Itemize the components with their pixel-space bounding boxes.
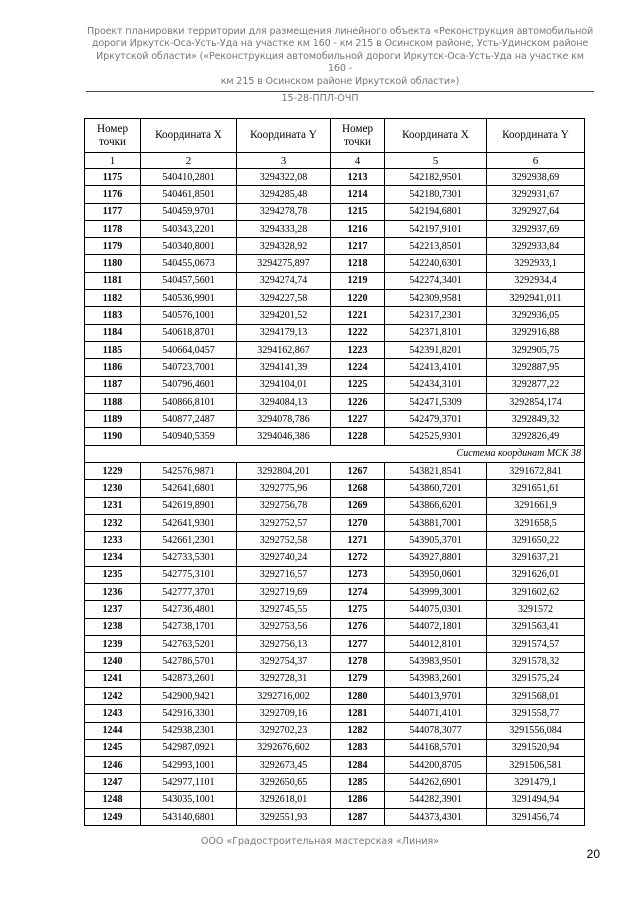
cell-coordinate-y: 3291661,9 bbox=[487, 497, 585, 514]
table-row bbox=[85, 463, 585, 480]
cell-coordinate-x: 542641,6801 bbox=[141, 480, 237, 497]
cell-coordinate-y: 3292938,69 bbox=[487, 169, 585, 186]
cell-coordinate-y: 3294275,897 bbox=[237, 255, 331, 272]
cell-coordinate-x: 542576,9871 bbox=[141, 463, 237, 480]
cell-coordinate-x: 542182,9501 bbox=[385, 169, 487, 186]
column-number: 2 bbox=[141, 153, 237, 169]
cell-coordinate-x: 542733,5301 bbox=[141, 549, 237, 566]
cell-coordinate-y: 3291650,22 bbox=[487, 532, 585, 549]
coordinate-system-label: Система координат МСК 38 bbox=[85, 445, 585, 462]
cell-coordinate-y: 3294179,13 bbox=[237, 324, 331, 341]
cell-point-number: 1284 bbox=[331, 757, 385, 774]
header-divider bbox=[86, 91, 594, 92]
cell-coordinate-x: 544071,4101 bbox=[385, 705, 487, 722]
cell-point-number: 1187 bbox=[85, 376, 141, 393]
cell-point-number: 1227 bbox=[331, 411, 385, 428]
cell-coordinate-y: 3294141,39 bbox=[237, 359, 331, 376]
cell-point-number: 1189 bbox=[85, 411, 141, 428]
cell-coordinate-y: 3292709,16 bbox=[237, 705, 331, 722]
column-number: 6 bbox=[487, 153, 585, 169]
cell-point-number: 1275 bbox=[331, 601, 385, 618]
cell-coordinate-x: 542317,2301 bbox=[385, 307, 487, 324]
cell-coordinate-x: 540576,1001 bbox=[141, 307, 237, 324]
cell-point-number: 1278 bbox=[331, 653, 385, 670]
cell-coordinate-x: 542641,9301 bbox=[141, 514, 237, 531]
footer-company: ООО «Градостроительная мастерская «Линия» bbox=[200, 836, 440, 847]
cell-coordinate-x: 542309,9581 bbox=[385, 290, 487, 307]
cell-coordinate-y: 3291479,1 bbox=[487, 774, 585, 791]
header-line: дороги Иркутск-Оса-Усть-Уда на участке км 160 - км 215 в Осинском районе, Усть-Удинском районе bbox=[91, 38, 589, 50]
cell-coordinate-x: 544013,9701 bbox=[385, 687, 487, 704]
cell-point-number: 1279 bbox=[331, 670, 385, 687]
cell-coordinate-y: 3292650,65 bbox=[237, 774, 331, 791]
cell-coordinate-x: 542763,5201 bbox=[141, 636, 237, 653]
cell-coordinate-y: 3292745,55 bbox=[237, 601, 331, 618]
cell-coordinate-x: 542197,9101 bbox=[385, 220, 487, 237]
cell-coordinate-x: 542777,3701 bbox=[141, 584, 237, 601]
cell-coordinate-x: 544075,0301 bbox=[385, 601, 487, 618]
cell-coordinate-y: 3291578,32 bbox=[487, 653, 585, 670]
cell-coordinate-y: 3292716,002 bbox=[237, 687, 331, 704]
cell-point-number: 1268 bbox=[331, 480, 385, 497]
cell-coordinate-y: 3292804,201 bbox=[237, 463, 331, 480]
table-row bbox=[85, 687, 585, 704]
cell-coordinate-y: 3292936,05 bbox=[487, 307, 585, 324]
cell-point-number: 1240 bbox=[85, 653, 141, 670]
cell-point-number: 1249 bbox=[85, 808, 141, 825]
table-row bbox=[85, 514, 585, 531]
header-line: км 215 в Осинском районе Иркутской области») bbox=[220, 75, 460, 87]
header-coordinate-x: Координата X bbox=[141, 119, 237, 153]
cell-coordinate-y: 3294274,74 bbox=[237, 272, 331, 289]
cell-coordinate-x: 542619,8901 bbox=[141, 497, 237, 514]
cell-point-number: 1213 bbox=[331, 169, 385, 186]
cell-point-number: 1239 bbox=[85, 636, 141, 653]
cell-coordinate-x: 540459,9701 bbox=[141, 203, 237, 220]
cell-coordinate-x: 544200,8705 bbox=[385, 757, 487, 774]
cell-point-number: 1222 bbox=[331, 324, 385, 341]
table-row bbox=[85, 480, 585, 497]
cell-point-number: 1182 bbox=[85, 290, 141, 307]
cell-coordinate-x: 543035,1001 bbox=[141, 791, 237, 808]
cell-coordinate-y: 3294104,01 bbox=[237, 376, 331, 393]
table-row bbox=[85, 255, 585, 272]
cell-coordinate-x: 540457,5601 bbox=[141, 272, 237, 289]
table-row bbox=[85, 601, 585, 618]
cell-coordinate-y: 3292849,32 bbox=[487, 411, 585, 428]
cell-coordinate-x: 542213,8501 bbox=[385, 238, 487, 255]
cell-point-number: 1190 bbox=[85, 428, 141, 445]
table-row bbox=[85, 636, 585, 653]
column-number: 5 bbox=[385, 153, 487, 169]
cell-coordinate-x: 542391,8201 bbox=[385, 341, 487, 358]
cell-point-number: 1181 bbox=[85, 272, 141, 289]
cell-coordinate-y: 3292756,13 bbox=[237, 636, 331, 653]
cell-coordinate-y: 3291494,94 bbox=[487, 791, 585, 808]
cell-coordinate-y: 3294328,92 bbox=[237, 238, 331, 255]
cell-point-number: 1231 bbox=[85, 497, 141, 514]
cell-coordinate-x: 544168,5701 bbox=[385, 739, 487, 756]
cell-coordinate-y: 3292754,37 bbox=[237, 653, 331, 670]
cell-point-number: 1287 bbox=[331, 808, 385, 825]
cell-coordinate-y: 3291651,61 bbox=[487, 480, 585, 497]
cell-coordinate-x: 543905,3701 bbox=[385, 532, 487, 549]
cell-coordinate-x: 540340,8001 bbox=[141, 238, 237, 255]
table-row bbox=[85, 376, 585, 393]
cell-coordinate-x: 540461,8501 bbox=[141, 186, 237, 203]
cell-coordinate-x: 542916,3301 bbox=[141, 705, 237, 722]
cell-coordinate-y: 3292728,31 bbox=[237, 670, 331, 687]
cell-coordinate-x: 540877,2487 bbox=[141, 411, 237, 428]
cell-coordinate-y: 3294162,867 bbox=[237, 341, 331, 358]
cell-point-number: 1215 bbox=[331, 203, 385, 220]
table-body-part1 bbox=[85, 169, 585, 446]
header-line: Проект планировки территории для размещения линейного объекта «Реконструкция автомобильной bbox=[86, 26, 594, 37]
cell-point-number: 1274 bbox=[331, 584, 385, 601]
cell-coordinate-y: 3291602,62 bbox=[487, 584, 585, 601]
cell-coordinate-x: 542194,6801 bbox=[385, 203, 487, 220]
cell-coordinate-x: 542434,3101 bbox=[385, 376, 487, 393]
cell-point-number: 1272 bbox=[331, 549, 385, 566]
table-row bbox=[85, 705, 585, 722]
cell-coordinate-x: 540343,2201 bbox=[141, 220, 237, 237]
header-point-number: Номер точки bbox=[331, 119, 385, 153]
cell-point-number: 1244 bbox=[85, 722, 141, 739]
cell-coordinate-y: 3292916,88 bbox=[487, 324, 585, 341]
cell-point-number: 1178 bbox=[85, 220, 141, 237]
cell-point-number: 1246 bbox=[85, 757, 141, 774]
cell-point-number: 1180 bbox=[85, 255, 141, 272]
cell-coordinate-x: 543821,8541 bbox=[385, 463, 487, 480]
cell-point-number: 1221 bbox=[331, 307, 385, 324]
cell-coordinate-x: 543140,6801 bbox=[141, 808, 237, 825]
cell-coordinate-y: 3292753,56 bbox=[237, 618, 331, 635]
cell-coordinate-x: 543860,7201 bbox=[385, 480, 487, 497]
cell-coordinate-x: 544072,1801 bbox=[385, 618, 487, 635]
table-row bbox=[85, 324, 585, 341]
cell-coordinate-x: 543866,6201 bbox=[385, 497, 487, 514]
cell-coordinate-y: 3292752,58 bbox=[237, 532, 331, 549]
cell-coordinate-y: 3292934,4 bbox=[487, 272, 585, 289]
cell-coordinate-y: 3292551,93 bbox=[237, 808, 331, 825]
cell-coordinate-x: 540410,2801 bbox=[141, 169, 237, 186]
cell-coordinate-x: 542775,3101 bbox=[141, 566, 237, 583]
cell-coordinate-y: 3292676,602 bbox=[237, 739, 331, 756]
cell-coordinate-x: 542479,3701 bbox=[385, 411, 487, 428]
table-row bbox=[85, 272, 585, 289]
cell-coordinate-y: 3291563,41 bbox=[487, 618, 585, 635]
cell-coordinate-y: 3292775,96 bbox=[237, 480, 331, 497]
cell-coordinate-x: 542786,5701 bbox=[141, 653, 237, 670]
table-row bbox=[85, 290, 585, 307]
header-coordinate-y: Координата Y bbox=[487, 119, 585, 153]
cell-coordinate-x: 542736,4801 bbox=[141, 601, 237, 618]
table-row bbox=[85, 774, 585, 791]
table-row bbox=[85, 722, 585, 739]
cell-coordinate-y: 3291672,841 bbox=[487, 463, 585, 480]
table-row bbox=[85, 653, 585, 670]
table-row bbox=[85, 757, 585, 774]
cell-point-number: 1270 bbox=[331, 514, 385, 531]
cell-coordinate-y: 3294078,786 bbox=[237, 411, 331, 428]
column-number: 1 bbox=[85, 153, 141, 169]
cell-point-number: 1220 bbox=[331, 290, 385, 307]
table-row bbox=[85, 393, 585, 410]
cell-coordinate-y: 3291626,01 bbox=[487, 566, 585, 583]
cell-point-number: 1230 bbox=[85, 480, 141, 497]
cell-coordinate-y: 3292937,69 bbox=[487, 220, 585, 237]
cell-coordinate-x: 542977,1101 bbox=[141, 774, 237, 791]
cell-point-number: 1248 bbox=[85, 791, 141, 808]
cell-coordinate-y: 3292719,69 bbox=[237, 584, 331, 601]
cell-point-number: 1238 bbox=[85, 618, 141, 635]
header-line: Иркутской области» («Реконструкция автомобильной дороги Иркутск-Оса-Усть-Уда на участке км 160 - bbox=[96, 50, 584, 75]
cell-coordinate-x: 542274,3401 bbox=[385, 272, 487, 289]
cell-coordinate-x: 543881,7001 bbox=[385, 514, 487, 531]
cell-coordinate-y: 3291520,94 bbox=[487, 739, 585, 756]
cell-coordinate-y: 3292887,95 bbox=[487, 359, 585, 376]
cell-coordinate-y: 3294285,48 bbox=[237, 186, 331, 203]
table-row bbox=[85, 739, 585, 756]
cell-coordinate-x: 542180,7301 bbox=[385, 186, 487, 203]
cell-coordinate-y: 3292933,84 bbox=[487, 238, 585, 255]
cell-coordinate-x: 542738,1701 bbox=[141, 618, 237, 635]
cell-coordinate-x: 544373,4301 bbox=[385, 808, 487, 825]
cell-point-number: 1276 bbox=[331, 618, 385, 635]
cell-point-number: 1280 bbox=[331, 687, 385, 704]
cell-coordinate-x: 542993,1001 bbox=[141, 757, 237, 774]
table-row bbox=[85, 238, 585, 255]
table-row bbox=[85, 428, 585, 445]
cell-coordinate-y: 3292933,1 bbox=[487, 255, 585, 272]
cell-point-number: 1242 bbox=[85, 687, 141, 704]
cell-point-number: 1218 bbox=[331, 255, 385, 272]
system-row-group bbox=[85, 445, 585, 462]
cell-coordinate-x: 542413,4101 bbox=[385, 359, 487, 376]
cell-coordinate-y: 3292905,75 bbox=[487, 341, 585, 358]
cell-point-number: 1241 bbox=[85, 670, 141, 687]
cell-coordinate-y: 3291568,01 bbox=[487, 687, 585, 704]
coordinates-table bbox=[84, 118, 585, 826]
cell-coordinate-y: 3292740,24 bbox=[237, 549, 331, 566]
cell-coordinate-y: 3292702,23 bbox=[237, 722, 331, 739]
cell-point-number: 1229 bbox=[85, 463, 141, 480]
header-coordinate-x: Координата X bbox=[385, 119, 487, 153]
table-row bbox=[85, 411, 585, 428]
cell-point-number: 1235 bbox=[85, 566, 141, 583]
cell-point-number: 1179 bbox=[85, 238, 141, 255]
table-row bbox=[85, 532, 585, 549]
document-header bbox=[86, 26, 594, 88]
cell-coordinate-y: 3291575,24 bbox=[487, 670, 585, 687]
cell-point-number: 1243 bbox=[85, 705, 141, 722]
cell-coordinate-y: 3292854,174 bbox=[487, 393, 585, 410]
cell-point-number: 1177 bbox=[85, 203, 141, 220]
cell-point-number: 1269 bbox=[331, 497, 385, 514]
table-row bbox=[85, 618, 585, 635]
cell-coordinate-x: 542900,9421 bbox=[141, 687, 237, 704]
table-row bbox=[85, 203, 585, 220]
cell-point-number: 1247 bbox=[85, 774, 141, 791]
cell-coordinate-x: 542471,5309 bbox=[385, 393, 487, 410]
cell-coordinate-x: 543927,8801 bbox=[385, 549, 487, 566]
cell-coordinate-y: 3294278,78 bbox=[237, 203, 331, 220]
table-row bbox=[85, 169, 585, 186]
cell-point-number: 1188 bbox=[85, 393, 141, 410]
cell-coordinate-x: 542873,2601 bbox=[141, 670, 237, 687]
cell-point-number: 1226 bbox=[331, 393, 385, 410]
cell-coordinate-y: 3292826,49 bbox=[487, 428, 585, 445]
column-number: 3 bbox=[237, 153, 331, 169]
cell-coordinate-x: 542661,2301 bbox=[141, 532, 237, 549]
cell-coordinate-x: 542938,2301 bbox=[141, 722, 237, 739]
cell-point-number: 1234 bbox=[85, 549, 141, 566]
cell-coordinate-x: 544282,3901 bbox=[385, 791, 487, 808]
cell-point-number: 1277 bbox=[331, 636, 385, 653]
cell-coordinate-x: 540866,8101 bbox=[141, 393, 237, 410]
table-body-part2 bbox=[85, 463, 585, 826]
cell-point-number: 1216 bbox=[331, 220, 385, 237]
cell-coordinate-x: 543983,2601 bbox=[385, 670, 487, 687]
column-number: 4 bbox=[331, 153, 385, 169]
cell-point-number: 1228 bbox=[331, 428, 385, 445]
cell-coordinate-y: 3294046,386 bbox=[237, 428, 331, 445]
cell-coordinate-x: 540536,9901 bbox=[141, 290, 237, 307]
cell-coordinate-y: 3292927,64 bbox=[487, 203, 585, 220]
cell-point-number: 1183 bbox=[85, 307, 141, 324]
cell-point-number: 1286 bbox=[331, 791, 385, 808]
table-row bbox=[85, 791, 585, 808]
cell-coordinate-y: 3292752,57 bbox=[237, 514, 331, 531]
table-row bbox=[85, 359, 585, 376]
cell-point-number: 1236 bbox=[85, 584, 141, 601]
table-row bbox=[85, 808, 585, 825]
table-row bbox=[85, 497, 585, 514]
cell-point-number: 1245 bbox=[85, 739, 141, 756]
cell-coordinate-y: 3292618,01 bbox=[237, 791, 331, 808]
table-row bbox=[85, 341, 585, 358]
table-row bbox=[85, 566, 585, 583]
header-point-number: Номер точки bbox=[85, 119, 141, 153]
cell-point-number: 1267 bbox=[331, 463, 385, 480]
cell-coordinate-y: 3291456,74 bbox=[487, 808, 585, 825]
cell-point-number: 1237 bbox=[85, 601, 141, 618]
cell-point-number: 1273 bbox=[331, 566, 385, 583]
cell-point-number: 1233 bbox=[85, 532, 141, 549]
cell-point-number: 1214 bbox=[331, 186, 385, 203]
table-row bbox=[85, 307, 585, 324]
cell-point-number: 1225 bbox=[331, 376, 385, 393]
cell-coordinate-y: 3292756,78 bbox=[237, 497, 331, 514]
coordinate-system-row bbox=[85, 445, 585, 462]
cell-coordinate-y: 3291637,21 bbox=[487, 549, 585, 566]
cell-point-number: 1285 bbox=[331, 774, 385, 791]
cell-point-number: 1186 bbox=[85, 359, 141, 376]
cell-coordinate-x: 540940,5359 bbox=[141, 428, 237, 445]
header-coordinate-y: Координата Y bbox=[237, 119, 331, 153]
cell-coordinate-x: 542371,8101 bbox=[385, 324, 487, 341]
cell-coordinate-x: 543983,9501 bbox=[385, 653, 487, 670]
cell-coordinate-y: 3291574,57 bbox=[487, 636, 585, 653]
cell-coordinate-x: 544262,6901 bbox=[385, 774, 487, 791]
table-row bbox=[85, 220, 585, 237]
cell-point-number: 1184 bbox=[85, 324, 141, 341]
cell-coordinate-y: 3294084,13 bbox=[237, 393, 331, 410]
cell-coordinate-x: 544078,3077 bbox=[385, 722, 487, 739]
cell-coordinate-y: 3292931,67 bbox=[487, 186, 585, 203]
cell-point-number: 1232 bbox=[85, 514, 141, 531]
page-number: 20 bbox=[586, 847, 600, 861]
cell-point-number: 1271 bbox=[331, 532, 385, 549]
cell-coordinate-y: 3291572 bbox=[487, 601, 585, 618]
cell-coordinate-x: 542240,6301 bbox=[385, 255, 487, 272]
cell-coordinate-y: 3294227,58 bbox=[237, 290, 331, 307]
cell-coordinate-x: 544012,8101 bbox=[385, 636, 487, 653]
cell-coordinate-y: 3292941,011 bbox=[487, 290, 585, 307]
cell-coordinate-y: 3294333,28 bbox=[237, 220, 331, 237]
table-row bbox=[85, 670, 585, 687]
cell-point-number: 1217 bbox=[331, 238, 385, 255]
column-number-row bbox=[85, 153, 585, 169]
cell-coordinate-x: 540618,8701 bbox=[141, 324, 237, 341]
table-row bbox=[85, 186, 585, 203]
cell-coordinate-y: 3291506,581 bbox=[487, 757, 585, 774]
table-row bbox=[85, 584, 585, 601]
table-header-row bbox=[85, 119, 585, 153]
cell-coordinate-x: 540723,7001 bbox=[141, 359, 237, 376]
cell-coordinate-y: 3292877,22 bbox=[487, 376, 585, 393]
document-number: 15-28-ППЛ-ОЧП bbox=[281, 93, 359, 104]
cell-coordinate-x: 542525,9301 bbox=[385, 428, 487, 445]
cell-point-number: 1219 bbox=[331, 272, 385, 289]
cell-coordinate-y: 3292716,57 bbox=[237, 566, 331, 583]
cell-coordinate-x: 540796,4601 bbox=[141, 376, 237, 393]
cell-point-number: 1223 bbox=[331, 341, 385, 358]
cell-coordinate-y: 3292673,45 bbox=[237, 757, 331, 774]
cell-coordinate-y: 3291556,084 bbox=[487, 722, 585, 739]
cell-coordinate-x: 543950,0601 bbox=[385, 566, 487, 583]
cell-coordinate-y: 3291558,77 bbox=[487, 705, 585, 722]
cell-point-number: 1281 bbox=[331, 705, 385, 722]
cell-coordinate-x: 542987,0921 bbox=[141, 739, 237, 756]
cell-coordinate-x: 540664,0457 bbox=[141, 341, 237, 358]
cell-point-number: 1176 bbox=[85, 186, 141, 203]
cell-coordinate-x: 540455,0673 bbox=[141, 255, 237, 272]
cell-coordinate-y: 3291658,5 bbox=[487, 514, 585, 531]
cell-coordinate-y: 3294322,08 bbox=[237, 169, 331, 186]
cell-point-number: 1175 bbox=[85, 169, 141, 186]
cell-point-number: 1224 bbox=[331, 359, 385, 376]
cell-point-number: 1185 bbox=[85, 341, 141, 358]
cell-point-number: 1282 bbox=[331, 722, 385, 739]
cell-coordinate-y: 3294201,52 bbox=[237, 307, 331, 324]
cell-coordinate-x: 543999,3001 bbox=[385, 584, 487, 601]
cell-point-number: 1283 bbox=[331, 739, 385, 756]
table-row bbox=[85, 549, 585, 566]
